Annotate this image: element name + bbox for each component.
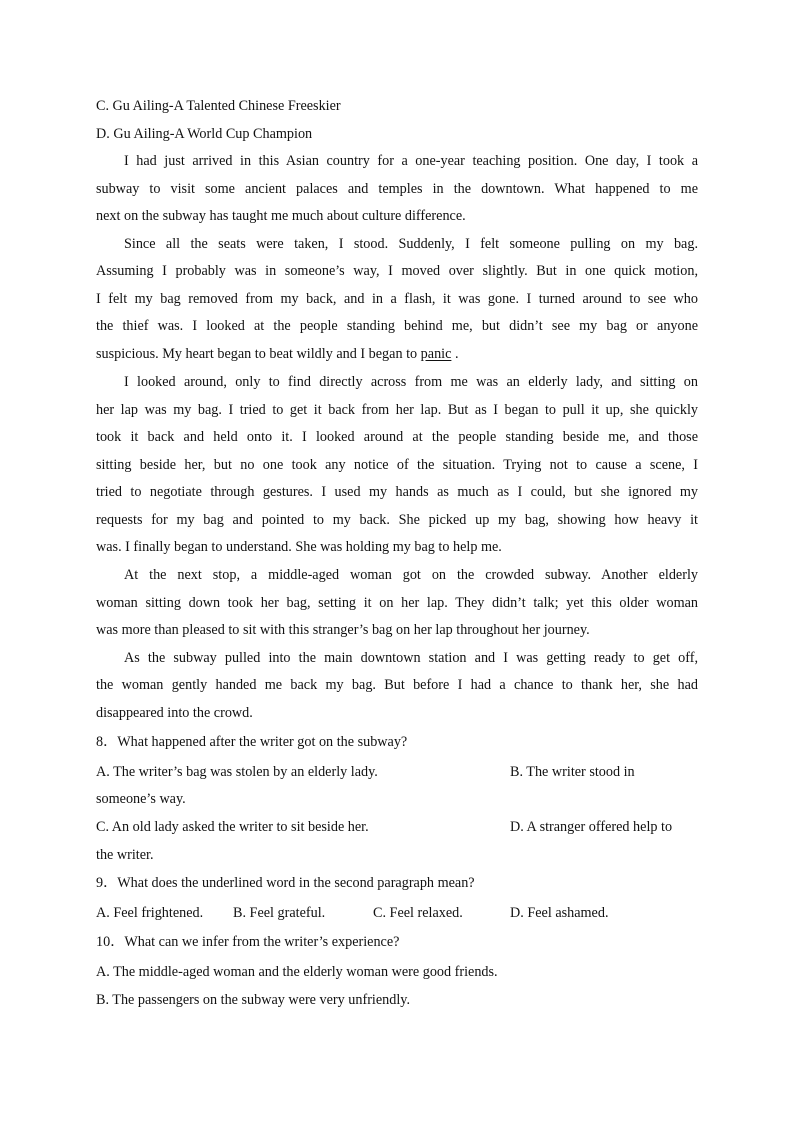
passage-p1-line: subway to visit some ancient palaces and temples in the downtown. What happened to me	[96, 181, 698, 197]
option-d-prev: D. Gu Ailing-A World Cup Champion	[96, 126, 313, 142]
passage-p4-line: At the next stop, a middle-aged woman got on the crowded subway. Another elderly	[124, 567, 698, 583]
passage-p1-line: next on the subway has taught me much about culture difference.	[96, 208, 466, 224]
passage-p5-line: disappeared into the crowd.	[96, 705, 253, 721]
q9-option-d: D. Feel ashamed.	[510, 905, 609, 921]
passage-p1-line: I had just arrived in this Asian country for a one-year teaching position. One day, I took a	[124, 153, 698, 169]
question-9-options	[96, 903, 698, 923]
question-10-stem: 10．What can we infer from the writer’s experience?	[96, 934, 400, 950]
question-9-stem: 9．What does the underlined word in the second paragraph mean?	[96, 875, 475, 891]
passage-p2-line: Assuming I probably was in someone’s way, I moved over slightly. But in one quick motion,	[96, 263, 698, 279]
q8-option-d-cont: the writer.	[96, 847, 154, 863]
q9-option-a: A. Feel frightened.	[96, 905, 204, 921]
option-c-prev: C. Gu Ailing-A Talented Chinese Freeskier	[96, 98, 341, 114]
passage-p5-line: the woman gently handed me back my bag. But before I had a chance to thank her, she had	[96, 677, 698, 693]
q10-option-b: B. The passengers on the subway were very unfriendly.	[96, 992, 411, 1008]
passage-p3-line: her lap was my bag. I tried to get it back from her lap. But as I began to pull it up, she quickly	[96, 402, 698, 418]
passage-p3-line: took it back and held onto it. I looked around at the people standing beside me, and those	[96, 429, 698, 445]
q9-option-c: C. Feel relaxed.	[373, 905, 463, 921]
question-8-stem: 8．What happened after the writer got on the subway?	[96, 734, 408, 750]
passage-p4-line: was more than pleased to sit with this stranger’s bag on her lap throughout her journey.	[96, 622, 590, 638]
passage-p2-last-line	[96, 344, 698, 364]
passage-p2-line: the thief was. I looked at the people standing behind me, but didn’t see my bag or anyone	[96, 318, 698, 334]
question-8-row1	[96, 762, 698, 782]
passage-p2-line: Since all the seats were taken, I stood. Suddenly, I felt someone pulling on my bag.	[124, 236, 698, 252]
q8-option-d: D. A stranger offered help to	[510, 819, 673, 835]
underlined-word: panic	[420, 346, 452, 362]
question-8-row2	[96, 817, 698, 837]
q10-option-a: A. The middle-aged woman and the elderly woman were good friends.	[96, 964, 498, 980]
passage-p2-end: .	[451, 346, 459, 362]
q9-option-b: B. Feel grateful.	[233, 905, 326, 921]
passage-p3-line: requests for my bag and pointed to my back. She picked up my bag, showing how heavy it	[96, 512, 698, 528]
q8-option-b: B. The writer stood in	[510, 764, 635, 780]
q8-option-c: C. An old lady asked the writer to sit beside her.	[96, 819, 369, 835]
passage-p3-line: was. I finally began to understand. She was holding my bag to help me.	[96, 539, 502, 555]
q8-option-a: A. The writer’s bag was stolen by an elderly lady.	[96, 764, 378, 780]
passage-p2-line: I felt my bag removed from my back, and in a flash, it was gone. I turned around to see who	[96, 291, 698, 307]
passage-p3-line: tried to negotiate through gestures. I used my hands as much as I could, but she ignored my	[96, 484, 698, 500]
q8-option-b-cont: someone’s way.	[96, 791, 186, 807]
passage-p3-line: sitting beside her, but no one took any notice of the situation. Trying not to cause a scene, I	[96, 457, 698, 473]
passage-p5-line: As the subway pulled into the main downtown station and I was getting ready to get off,	[124, 650, 698, 666]
passage-p2-text: suspicious. My heart began to beat wildly and I began to	[96, 346, 421, 362]
passage-p4-line: woman sitting down took her bag, setting it on her lap. They didn’t talk; yet this older woman	[96, 595, 698, 611]
passage-p3-line: I looked around, only to find directly across from me was an elderly lady, and sitting on	[124, 374, 698, 390]
